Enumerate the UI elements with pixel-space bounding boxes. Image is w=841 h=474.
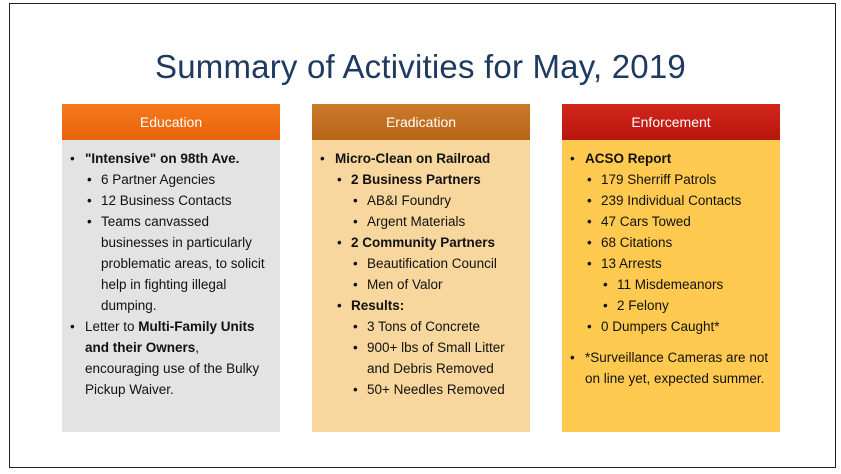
- list-item: • 12 Business Contacts: [87, 193, 232, 208]
- list-item: • 239 Individual Contacts: [587, 193, 742, 208]
- eradication-header: Eradication: [312, 104, 530, 140]
- list-item: • 11 Misdemeanors: [603, 277, 724, 292]
- enforcement-column: [562, 104, 780, 432]
- list-item: • 179 Sherriff Patrols: [587, 172, 717, 187]
- list-item: • Letter to Multi-Family Units and their Owners, encouraging use of the Bulky Pickup Waiver.: [70, 319, 260, 397]
- list-item: • 47 Cars Towed: [587, 214, 691, 229]
- eradication-column: [312, 104, 530, 432]
- list-item: • 2 Felony: [603, 298, 669, 313]
- slide-title: Summary of Activities for May, 2019: [155, 48, 686, 85]
- education-header: Education: [62, 104, 280, 140]
- list-item: • 2 Business Partners: [337, 172, 481, 187]
- list-item: • 13 Arrests: [587, 256, 662, 271]
- list-item: • Men of Valor: [353, 277, 443, 292]
- list-item: • 900+ lbs of Small Litter and Debris Removed: [353, 340, 505, 376]
- list-item: • "Intensive" on 98th Ave.: [70, 151, 240, 166]
- list-item: • 6 Partner Agencies: [87, 172, 216, 187]
- list-item: • Teams canvassed businesses in particularly problematic areas, to solicit help in fighting illegal dumping.: [87, 214, 265, 313]
- list-item: • 3 Tons of Concrete: [353, 319, 481, 334]
- list-item: • ACSO Report: [570, 151, 672, 166]
- list-item: • *Surveillance Cameras are not on line yet, expected summer.: [570, 350, 769, 386]
- list-item: • Micro-Clean on Railroad: [320, 151, 491, 166]
- list-item: • 2 Community Partners: [337, 235, 496, 250]
- list-item: • 68 Citations: [587, 235, 673, 250]
- list-item: • 50+ Needles Removed: [353, 382, 505, 397]
- eradication-body: [312, 140, 530, 432]
- enforcement-body: [562, 140, 780, 432]
- list-item: • AB&I Foundry: [353, 193, 452, 208]
- list-item: • Argent Materials: [353, 214, 466, 229]
- education-column: [62, 104, 280, 432]
- list-item: • Beautification Council: [353, 256, 497, 271]
- enforcement-header: Enforcement: [562, 104, 780, 140]
- list-item: • Results:: [337, 298, 405, 313]
- education-body: [62, 140, 280, 432]
- list-item: • 0 Dumpers Caught*: [587, 319, 720, 334]
